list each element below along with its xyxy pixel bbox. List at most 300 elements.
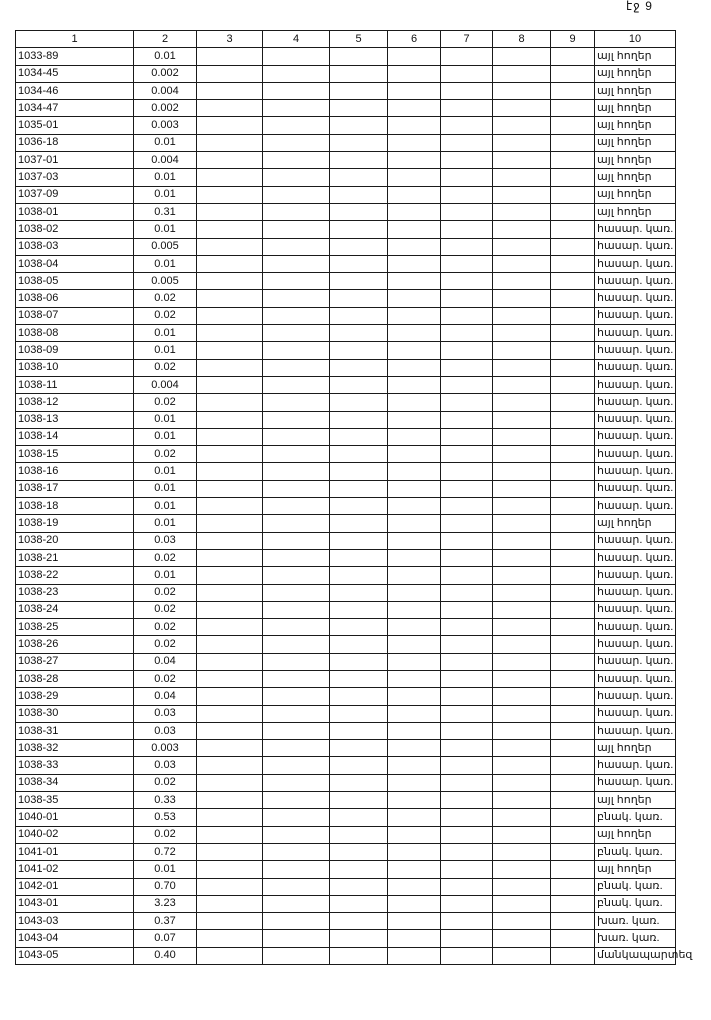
- table-row: [16, 117, 676, 134]
- empty-cell-col-6: [388, 895, 441, 912]
- empty-cell-col-7: [441, 670, 493, 687]
- empty-cell-col-8: [493, 134, 551, 151]
- empty-cell-col-5: [330, 48, 388, 65]
- empty-cell-col-9: [551, 117, 595, 134]
- area-cell: 0.005: [134, 273, 197, 290]
- plot-code-cell: 1038-05: [16, 273, 134, 290]
- empty-cell-col-5: [330, 688, 388, 705]
- area-cell: 0.02: [134, 549, 197, 566]
- empty-cell-col-5: [330, 273, 388, 290]
- empty-cell-col-5: [330, 394, 388, 411]
- empty-cell-col-3: [197, 117, 263, 134]
- empty-cell-col-7: [441, 826, 493, 843]
- table-row: [16, 722, 676, 739]
- empty-cell-col-4: [263, 774, 330, 791]
- empty-cell-col-4: [263, 238, 330, 255]
- empty-cell-col-9: [551, 809, 595, 826]
- empty-cell-col-3: [197, 619, 263, 636]
- plot-code-cell: 1038-34: [16, 774, 134, 791]
- area-cell: 0.02: [134, 826, 197, 843]
- empty-cell-col-4: [263, 688, 330, 705]
- empty-cell-col-7: [441, 152, 493, 169]
- empty-cell-col-7: [441, 619, 493, 636]
- empty-cell-col-4: [263, 152, 330, 169]
- empty-cell-col-3: [197, 221, 263, 238]
- plot-code-cell: 1038-32: [16, 740, 134, 757]
- empty-cell-col-8: [493, 117, 551, 134]
- empty-cell-col-6: [388, 480, 441, 497]
- area-cell: 0.01: [134, 498, 197, 515]
- empty-cell-col-9: [551, 653, 595, 670]
- empty-cell-col-7: [441, 82, 493, 99]
- table-row: [16, 688, 676, 705]
- column-header-9: 9: [551, 31, 595, 48]
- table-row: [16, 895, 676, 912]
- plot-code-cell: 1038-31: [16, 722, 134, 739]
- empty-cell-col-3: [197, 480, 263, 497]
- empty-cell-col-7: [441, 878, 493, 895]
- empty-cell-col-4: [263, 515, 330, 532]
- plot-code-cell: 1038-20: [16, 532, 134, 549]
- empty-cell-col-8: [493, 913, 551, 930]
- empty-cell-col-5: [330, 843, 388, 860]
- empty-cell-col-6: [388, 688, 441, 705]
- empty-cell-col-9: [551, 186, 595, 203]
- empty-cell-col-7: [441, 913, 493, 930]
- empty-cell-col-5: [330, 792, 388, 809]
- empty-cell-col-3: [197, 740, 263, 757]
- empty-cell-col-6: [388, 584, 441, 601]
- empty-cell-col-9: [551, 376, 595, 393]
- empty-cell-col-3: [197, 861, 263, 878]
- empty-cell-col-7: [441, 740, 493, 757]
- empty-cell-col-8: [493, 307, 551, 324]
- empty-cell-col-7: [441, 394, 493, 411]
- land-type-cell: այլ հողեր: [595, 65, 676, 82]
- empty-cell-col-7: [441, 636, 493, 653]
- empty-cell-col-9: [551, 878, 595, 895]
- empty-cell-col-7: [441, 843, 493, 860]
- empty-cell-col-5: [330, 203, 388, 220]
- empty-cell-col-5: [330, 670, 388, 687]
- empty-cell-col-4: [263, 325, 330, 342]
- empty-cell-col-8: [493, 238, 551, 255]
- empty-cell-col-9: [551, 688, 595, 705]
- empty-cell-col-8: [493, 722, 551, 739]
- empty-cell-col-3: [197, 601, 263, 618]
- empty-cell-col-5: [330, 65, 388, 82]
- empty-cell-col-6: [388, 705, 441, 722]
- empty-cell-col-9: [551, 498, 595, 515]
- empty-cell-col-8: [493, 359, 551, 376]
- empty-cell-col-5: [330, 480, 388, 497]
- empty-cell-col-3: [197, 411, 263, 428]
- empty-cell-col-8: [493, 411, 551, 428]
- empty-cell-col-6: [388, 792, 441, 809]
- table-row: [16, 930, 676, 947]
- empty-cell-col-5: [330, 376, 388, 393]
- empty-cell-col-6: [388, 48, 441, 65]
- plot-code-cell: 1040-01: [16, 809, 134, 826]
- land-type-cell: խառ. կառ.: [595, 913, 676, 930]
- empty-cell-col-8: [493, 740, 551, 757]
- empty-cell-col-7: [441, 705, 493, 722]
- plot-code-cell: 1038-13: [16, 411, 134, 428]
- empty-cell-col-7: [441, 238, 493, 255]
- land-type-cell: բնակ. կառ.: [595, 809, 676, 826]
- empty-cell-col-8: [493, 567, 551, 584]
- area-cell: 0.03: [134, 705, 197, 722]
- empty-cell-col-3: [197, 774, 263, 791]
- empty-cell-col-8: [493, 549, 551, 566]
- area-cell: 0.02: [134, 636, 197, 653]
- empty-cell-col-6: [388, 843, 441, 860]
- table-row: [16, 255, 676, 272]
- plot-code-cell: 1038-06: [16, 290, 134, 307]
- plot-code-cell: 1038-33: [16, 757, 134, 774]
- empty-cell-col-6: [388, 930, 441, 947]
- empty-cell-col-9: [551, 100, 595, 117]
- empty-cell-col-3: [197, 584, 263, 601]
- empty-cell-col-6: [388, 411, 441, 428]
- empty-cell-col-4: [263, 186, 330, 203]
- empty-cell-col-4: [263, 619, 330, 636]
- empty-cell-col-5: [330, 705, 388, 722]
- land-type-cell: այլ հողեր: [595, 134, 676, 151]
- empty-cell-col-9: [551, 273, 595, 290]
- table-row: [16, 913, 676, 930]
- area-cell: 0.04: [134, 688, 197, 705]
- empty-cell-col-3: [197, 653, 263, 670]
- empty-cell-col-4: [263, 567, 330, 584]
- empty-cell-col-8: [493, 826, 551, 843]
- empty-cell-col-6: [388, 342, 441, 359]
- empty-cell-col-6: [388, 394, 441, 411]
- empty-cell-col-4: [263, 117, 330, 134]
- empty-cell-col-3: [197, 792, 263, 809]
- area-cell: 0.03: [134, 722, 197, 739]
- plot-code-cell: 1037-09: [16, 186, 134, 203]
- empty-cell-col-9: [551, 895, 595, 912]
- empty-cell-col-6: [388, 359, 441, 376]
- land-type-cell: մանկապարտեզ: [595, 947, 676, 964]
- plot-code-cell: 1036-18: [16, 134, 134, 151]
- plot-code-cell: 1033-89: [16, 48, 134, 65]
- empty-cell-col-3: [197, 65, 263, 82]
- empty-cell-col-7: [441, 203, 493, 220]
- empty-cell-col-6: [388, 913, 441, 930]
- empty-cell-col-9: [551, 221, 595, 238]
- land-type-cell: այլ հողեր: [595, 152, 676, 169]
- area-cell: 0.02: [134, 359, 197, 376]
- plot-code-cell: 1042-01: [16, 878, 134, 895]
- plot-code-cell: 1041-01: [16, 843, 134, 860]
- empty-cell-col-6: [388, 601, 441, 618]
- empty-cell-col-3: [197, 134, 263, 151]
- area-cell: 0.01: [134, 221, 197, 238]
- empty-cell-col-8: [493, 255, 551, 272]
- plot-code-cell: 1043-01: [16, 895, 134, 912]
- empty-cell-col-4: [263, 169, 330, 186]
- empty-cell-col-9: [551, 930, 595, 947]
- empty-cell-col-9: [551, 636, 595, 653]
- empty-cell-col-8: [493, 843, 551, 860]
- table-row: [16, 792, 676, 809]
- empty-cell-col-4: [263, 601, 330, 618]
- empty-cell-col-4: [263, 100, 330, 117]
- empty-cell-col-9: [551, 325, 595, 342]
- plot-code-cell: 1038-27: [16, 653, 134, 670]
- empty-cell-col-8: [493, 221, 551, 238]
- land-type-cell: այլ հողեր: [595, 169, 676, 186]
- area-cell: 0.01: [134, 567, 197, 584]
- empty-cell-col-3: [197, 255, 263, 272]
- empty-cell-col-3: [197, 913, 263, 930]
- area-cell: 0.01: [134, 861, 197, 878]
- table-row: [16, 826, 676, 843]
- empty-cell-col-7: [441, 290, 493, 307]
- area-cell: 0.02: [134, 307, 197, 324]
- empty-cell-col-5: [330, 411, 388, 428]
- empty-cell-col-5: [330, 532, 388, 549]
- land-type-cell: այլ հողեր: [595, 48, 676, 65]
- empty-cell-col-9: [551, 394, 595, 411]
- empty-cell-col-4: [263, 670, 330, 687]
- plot-code-cell: 1035-01: [16, 117, 134, 134]
- empty-cell-col-3: [197, 947, 263, 964]
- empty-cell-col-6: [388, 653, 441, 670]
- table-row: [16, 48, 676, 65]
- plot-code-cell: 1037-01: [16, 152, 134, 169]
- empty-cell-col-6: [388, 273, 441, 290]
- table-row: [16, 290, 676, 307]
- empty-cell-col-7: [441, 273, 493, 290]
- table-row: [16, 532, 676, 549]
- empty-cell-col-4: [263, 809, 330, 826]
- area-cell: 0.01: [134, 342, 197, 359]
- table-row: [16, 705, 676, 722]
- area-cell: 0.01: [134, 134, 197, 151]
- empty-cell-col-6: [388, 221, 441, 238]
- plot-code-cell: 1038-23: [16, 584, 134, 601]
- empty-cell-col-6: [388, 82, 441, 99]
- empty-cell-col-6: [388, 152, 441, 169]
- column-header-10: 10: [595, 31, 676, 48]
- empty-cell-col-5: [330, 290, 388, 307]
- empty-cell-col-8: [493, 186, 551, 203]
- empty-cell-col-9: [551, 446, 595, 463]
- empty-cell-col-7: [441, 549, 493, 566]
- empty-cell-col-7: [441, 186, 493, 203]
- empty-cell-col-9: [551, 843, 595, 860]
- empty-cell-col-8: [493, 290, 551, 307]
- empty-cell-col-3: [197, 376, 263, 393]
- area-cell: 0.004: [134, 152, 197, 169]
- empty-cell-col-4: [263, 826, 330, 843]
- empty-cell-col-3: [197, 705, 263, 722]
- plot-code-cell: 1038-03: [16, 238, 134, 255]
- empty-cell-col-9: [551, 82, 595, 99]
- empty-cell-col-3: [197, 498, 263, 515]
- table-row: [16, 65, 676, 82]
- empty-cell-col-5: [330, 463, 388, 480]
- empty-cell-col-4: [263, 134, 330, 151]
- empty-cell-col-7: [441, 463, 493, 480]
- table-row: [16, 567, 676, 584]
- empty-cell-col-4: [263, 792, 330, 809]
- table-row: [16, 549, 676, 566]
- empty-cell-col-9: [551, 549, 595, 566]
- area-cell: 0.01: [134, 463, 197, 480]
- area-cell: 0.02: [134, 584, 197, 601]
- empty-cell-col-5: [330, 913, 388, 930]
- empty-cell-col-5: [330, 325, 388, 342]
- area-cell: 0.01: [134, 48, 197, 65]
- empty-cell-col-5: [330, 861, 388, 878]
- empty-cell-col-5: [330, 567, 388, 584]
- land-type-cell: այլ հողեր: [595, 861, 676, 878]
- empty-cell-col-9: [551, 152, 595, 169]
- empty-cell-col-4: [263, 203, 330, 220]
- empty-cell-col-3: [197, 532, 263, 549]
- empty-cell-col-4: [263, 549, 330, 566]
- land-type-cell: հասար. կառ.: [595, 463, 676, 480]
- empty-cell-col-5: [330, 774, 388, 791]
- empty-cell-col-9: [551, 342, 595, 359]
- empty-cell-col-3: [197, 428, 263, 445]
- empty-cell-col-4: [263, 394, 330, 411]
- plot-code-cell: 1038-11: [16, 376, 134, 393]
- plot-code-cell: 1038-09: [16, 342, 134, 359]
- column-header-4: 4: [263, 31, 330, 48]
- empty-cell-col-7: [441, 722, 493, 739]
- empty-cell-col-4: [263, 878, 330, 895]
- empty-cell-col-4: [263, 705, 330, 722]
- plot-code-cell: 1034-45: [16, 65, 134, 82]
- empty-cell-col-6: [388, 567, 441, 584]
- land-type-cell: հասար. կառ.: [595, 670, 676, 687]
- area-cell: 0.02: [134, 670, 197, 687]
- empty-cell-col-3: [197, 238, 263, 255]
- land-type-cell: հասար. կառ.: [595, 307, 676, 324]
- empty-cell-col-4: [263, 861, 330, 878]
- empty-cell-col-8: [493, 757, 551, 774]
- empty-cell-col-5: [330, 757, 388, 774]
- area-cell: 0.01: [134, 325, 197, 342]
- land-type-cell: հասար. կառ.: [595, 757, 676, 774]
- empty-cell-col-5: [330, 100, 388, 117]
- empty-cell-col-7: [441, 65, 493, 82]
- land-type-cell: այլ հողեր: [595, 740, 676, 757]
- plot-code-cell: 1038-21: [16, 549, 134, 566]
- empty-cell-col-7: [441, 169, 493, 186]
- land-type-cell: հասար. կառ.: [595, 394, 676, 411]
- land-type-cell: հասար. կառ.: [595, 619, 676, 636]
- land-type-cell: այլ հողեր: [595, 203, 676, 220]
- land-type-cell: հասար. կառ.: [595, 498, 676, 515]
- plot-code-cell: 1038-25: [16, 619, 134, 636]
- empty-cell-col-7: [441, 792, 493, 809]
- plot-code-cell: 1038-28: [16, 670, 134, 687]
- plot-code-cell: 1038-01: [16, 203, 134, 220]
- empty-cell-col-9: [551, 584, 595, 601]
- empty-cell-col-4: [263, 359, 330, 376]
- empty-cell-col-5: [330, 515, 388, 532]
- area-cell: 0.005: [134, 238, 197, 255]
- empty-cell-col-3: [197, 878, 263, 895]
- area-cell: 0.01: [134, 515, 197, 532]
- empty-cell-col-8: [493, 688, 551, 705]
- table-row: [16, 411, 676, 428]
- empty-cell-col-3: [197, 843, 263, 860]
- empty-cell-col-9: [551, 567, 595, 584]
- land-type-cell: հասար. կառ.: [595, 532, 676, 549]
- empty-cell-col-5: [330, 428, 388, 445]
- empty-cell-col-8: [493, 653, 551, 670]
- table-row: [16, 100, 676, 117]
- empty-cell-col-6: [388, 290, 441, 307]
- empty-cell-col-8: [493, 463, 551, 480]
- area-cell: 0.004: [134, 376, 197, 393]
- empty-cell-col-9: [551, 463, 595, 480]
- land-type-cell: հասար. կառ.: [595, 342, 676, 359]
- land-type-cell: այլ հողեր: [595, 826, 676, 843]
- plot-code-cell: 1043-04: [16, 930, 134, 947]
- area-cell: 0.72: [134, 843, 197, 860]
- empty-cell-col-8: [493, 480, 551, 497]
- empty-cell-col-6: [388, 428, 441, 445]
- empty-cell-col-3: [197, 152, 263, 169]
- empty-cell-col-3: [197, 290, 263, 307]
- table-row: [16, 601, 676, 618]
- empty-cell-col-5: [330, 186, 388, 203]
- table-row: [16, 238, 676, 255]
- plot-code-cell: 1038-08: [16, 325, 134, 342]
- empty-cell-col-4: [263, 376, 330, 393]
- empty-cell-col-9: [551, 913, 595, 930]
- empty-cell-col-8: [493, 930, 551, 947]
- land-type-cell: հասար. կառ.: [595, 359, 676, 376]
- empty-cell-col-9: [551, 619, 595, 636]
- empty-cell-col-7: [441, 446, 493, 463]
- empty-cell-col-9: [551, 861, 595, 878]
- empty-cell-col-4: [263, 428, 330, 445]
- table-row: [16, 169, 676, 186]
- empty-cell-col-7: [441, 48, 493, 65]
- table-row: [16, 221, 676, 238]
- land-type-cell: հասար. կառ.: [595, 290, 676, 307]
- empty-cell-col-4: [263, 463, 330, 480]
- table-row: [16, 861, 676, 878]
- plot-code-cell: 1038-22: [16, 567, 134, 584]
- area-cell: 0.02: [134, 619, 197, 636]
- empty-cell-col-6: [388, 722, 441, 739]
- table-row: [16, 619, 676, 636]
- plot-code-cell: 1038-15: [16, 446, 134, 463]
- table-body: [16, 48, 693, 965]
- empty-cell-col-5: [330, 619, 388, 636]
- empty-cell-col-8: [493, 636, 551, 653]
- empty-cell-col-3: [197, 186, 263, 203]
- empty-cell-col-8: [493, 203, 551, 220]
- empty-cell-col-3: [197, 359, 263, 376]
- area-cell: 0.02: [134, 446, 197, 463]
- table-row: [16, 152, 676, 169]
- empty-cell-col-5: [330, 826, 388, 843]
- empty-cell-col-5: [330, 134, 388, 151]
- empty-cell-col-7: [441, 757, 493, 774]
- empty-cell-col-3: [197, 342, 263, 359]
